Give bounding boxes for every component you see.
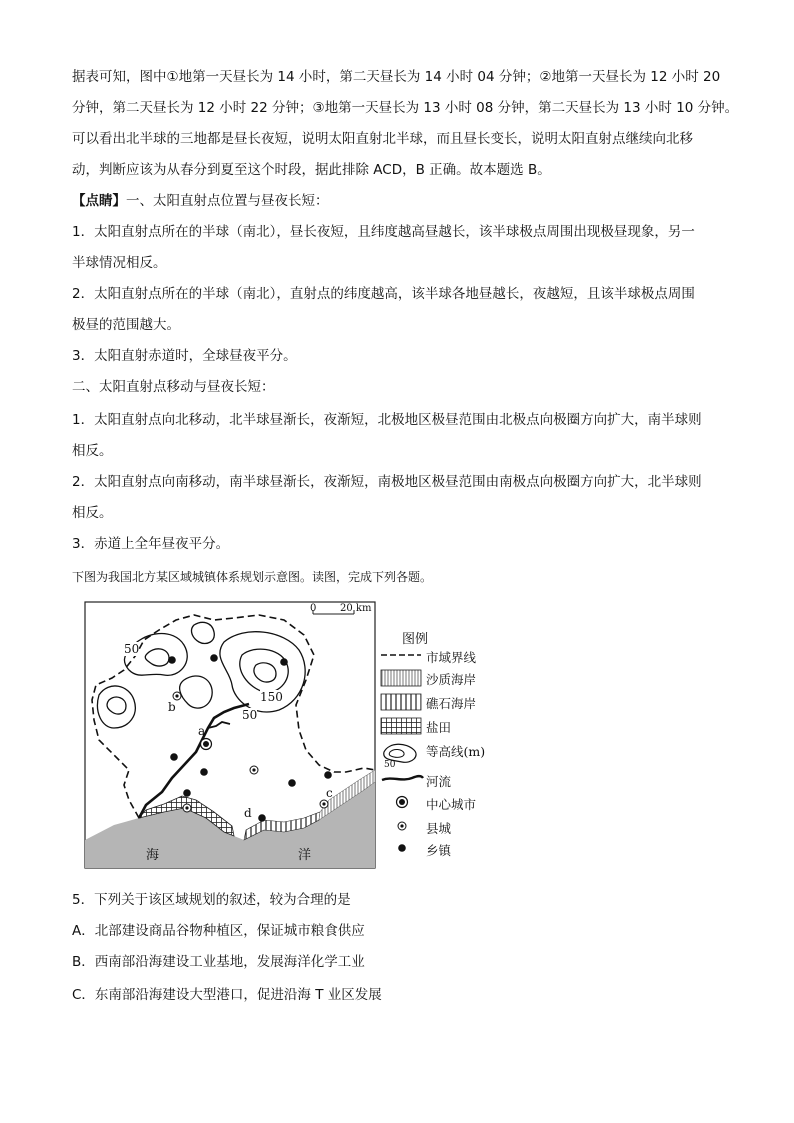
dianjing-item: 相反。 (72, 443, 113, 459)
explanation-line-2: 分钟，第二天昼长为 12 小时 22 分钟；③地第一天昼长为 13 小时 08 分钟，第二天昼长为 13 小时 10 分钟。 (72, 100, 739, 116)
option-b: B．西南部沿海建设工业基地，发展海洋化学工业 (72, 954, 365, 970)
sea-label: 海 (146, 848, 160, 863)
dianjing-item: 2．太阳直射点向南移动，南半球昼渐长，夜渐短，南极地区极昼范围由南极点向极圈方向扩大，北半球则 (72, 474, 702, 490)
question-stem: 5．下列关于该区域规划的叙述，较为合理的是 (72, 892, 351, 908)
central-city (201, 739, 212, 750)
legend-item-salt-field: 盐田 (426, 720, 452, 735)
figure-intro: 下图为我国北方某区域城镇体系规划示意图。读图，完成下列各题。 (72, 570, 433, 584)
place-label-d: d (244, 806, 252, 820)
dianjing-heading (72, 191, 329, 211)
legend-symbols (381, 655, 423, 852)
legend-title: 图例 (402, 632, 429, 647)
legend-item-central-city: 中心城市 (426, 797, 477, 812)
dianjing-item: 半球情况相反。 (72, 255, 167, 271)
dianjing-item: 1．太阳直射点所在的半球（南北），昼长夜短，且纬度越高昼越长，该半球极点周围出现极昼现象，另一 (72, 224, 695, 240)
dianjing-item: 1．太阳直射点向北移动，北半球昼渐长，夜渐短，北极地区极昼范围由北极点向极圈方向扩大，南半球则 (72, 412, 702, 428)
region-planning-map (84, 600, 486, 870)
dianjing-heading-2: 二、太阳直射点移动与昼夜长短： (72, 379, 275, 395)
option-c: C．东南部沿海建设大型港口，促进沿海 T 业区发展 (72, 987, 382, 1003)
legend-item-river: 河流 (426, 774, 452, 789)
dianjing-item: 3．赤道上全年昼夜平分。 (72, 536, 230, 552)
place-label-a: a (198, 724, 206, 738)
scale-zero: 0 (310, 603, 317, 614)
dianjing-item: 极昼的范围越大。 (72, 317, 180, 333)
legend-item-town: 乡镇 (426, 843, 452, 858)
legend-item-sandy-coast: 沙质海岸 (426, 672, 477, 687)
scale-distance: 20 km (340, 603, 372, 614)
option-a: A．北部建设商品谷物种植区，保证城市粮食供应 (72, 923, 365, 939)
contour-label: 50 (242, 708, 258, 722)
explanation-line-1: 据表可知，图中①地第一天昼长为 14 小时，第二天昼长为 14 小时 04 分钟；②地第一天昼长为 12 小时 20 (72, 69, 721, 85)
contour-label: 150 (260, 690, 283, 704)
legend-item-county: 县城 (426, 821, 452, 836)
dianjing-tag: 【点睛】 (72, 193, 126, 209)
explanation-line-4: 动，判断应该为从春分到夏至这个时段，据此排除 ACD，B 正确。故本题选 B。 (72, 162, 551, 178)
legend-item-contour: 等高线(m) (426, 744, 486, 759)
contour-label: 50 (124, 642, 140, 656)
legend-contour-value: 50 (384, 760, 396, 770)
dianjing-heading-1: 一、太阳直射点位置与昼夜长短： (126, 193, 329, 209)
dianjing-item: 3．太阳直射赤道时，全球昼夜平分。 (72, 348, 297, 364)
legend-item-rocky-coast: 礁石海岸 (426, 696, 477, 711)
dianjing-item: 相反。 (72, 505, 113, 521)
place-label-c: c (326, 786, 333, 800)
place-label-b: b (168, 700, 176, 714)
dianjing-item: 2．太阳直射点所在的半球（南北），直射点的纬度越高，该半球各地昼越长，夜越短，且该半球极点周围 (72, 286, 695, 302)
legend-item-boundary: 市域界线 (426, 650, 477, 665)
explanation-line-3: 可以看出北半球的三地都是昼长夜短，说明太阳直射北半球，而且昼长变长，说明太阳直射点继续向北移 (72, 131, 693, 147)
sea-label: 洋 (298, 848, 312, 863)
